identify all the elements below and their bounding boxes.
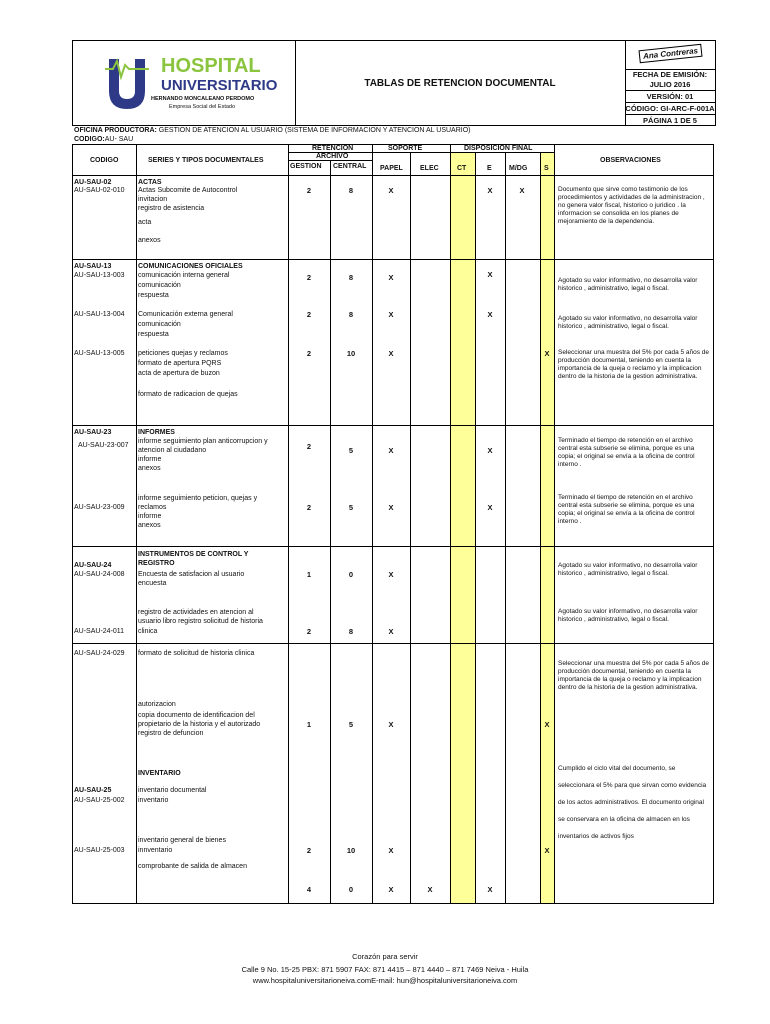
row-divider (72, 643, 714, 644)
codigo: CÓDIGO: GI-ARC-F-001A (625, 104, 715, 113)
papel-mark: X (388, 846, 394, 855)
oficina-label: OFICINA PRODUCTORA: (74, 127, 157, 134)
row-type: registro de defuncion (138, 730, 204, 737)
observacion: Agotado su valor informativo, no desarrolla valor historico , administrativo, legal o fiscal. (558, 277, 698, 292)
s-mark: X (544, 846, 550, 855)
logo-sub2: Empresa Social del Estado (169, 104, 236, 110)
logo-top-text: HOSPITAL (161, 55, 261, 77)
row-series: INFORMES (138, 429, 175, 436)
row-series: COMUNICACIONES OFICIALES (138, 263, 243, 270)
row-type: inventario documental (138, 787, 207, 794)
codigo-line (74, 135, 133, 144)
row-type: respuesta (138, 292, 169, 299)
codigo-value: AU- SAU (104, 136, 134, 143)
document-title: TABLAS DE RETENCION DOCUMENTAL (295, 41, 626, 125)
row-code: AU-SAU-23-009 (74, 504, 125, 511)
s-mark: X (544, 349, 550, 358)
col-observaciones: OBSERVACIONES (600, 157, 661, 164)
central-value: 10 (346, 349, 356, 358)
central-value: 0 (348, 570, 354, 579)
fecha-label: FECHA DE EMISIÓN: (625, 69, 715, 80)
pagina: PÁGINA 1 DE 5 (625, 114, 715, 126)
fecha-value: JULIO 2016 (649, 80, 691, 89)
row-type: usuario libro registro solicitud de historia (138, 618, 263, 625)
logo-sub1: HERNANDO MONCALEANO PERDOMO (151, 96, 255, 102)
col-s: S (544, 165, 549, 172)
col-divider (475, 152, 476, 904)
col-divider (136, 144, 137, 904)
gestion-value: 4 (306, 885, 312, 894)
papel-mark: X (388, 627, 394, 636)
observacion: Agotado su valor informativo, no desarrolla valor historico , administrativo, legal o fiscal. (558, 562, 698, 577)
oficina-value: GESTION DE ATENCION AL USUARIO (SISTEMA DE INFORMACION Y ATENCION AL USUARIO) (158, 127, 471, 134)
row-type: comunicación (138, 282, 181, 289)
col-divider (450, 144, 451, 904)
row-series: ACTAS (138, 179, 162, 186)
row-divider (72, 259, 714, 260)
row-code: AU-SAU-24-029 (74, 650, 125, 657)
row-code: AU-SAU-13-003 (74, 272, 125, 279)
col-e: E (487, 165, 492, 172)
papel-mark: X (388, 570, 394, 579)
codigo-label: CODIGO: (74, 136, 105, 143)
col-gestion: GESTION (290, 163, 322, 170)
row-type: propietario de la historia y el autorizado (138, 721, 261, 728)
logo-bottom-text: UNIVERSITARIO (161, 77, 278, 94)
hospital-logo (73, 41, 296, 125)
gestion-value: 2 (306, 310, 312, 319)
col-divider (410, 152, 411, 904)
row-type: anexos (138, 237, 161, 244)
row-type: registro de asistencia (138, 205, 205, 212)
row-type: comunicación (138, 321, 181, 328)
papel-mark: X (388, 885, 394, 894)
footer-address: Calle 9 No. 15-25 PBX: 871 5907 FAX: 871 4415 – 871 4440 – 871 7469 Neiva - Huila (241, 965, 529, 974)
papel-mark: X (388, 503, 394, 512)
row-type: clinica (138, 628, 158, 635)
e-mark: X (487, 503, 493, 512)
col-elec: ELEC (420, 165, 439, 172)
observacion: Agotado su valor informativo, no desarrolla valor historico , administrativo, legal o fiscal. (558, 315, 698, 330)
row-code-series: AU-SAU-23 (74, 429, 112, 436)
col-codigo: CODIGO (90, 157, 119, 164)
row-type: innventario (138, 847, 173, 854)
e-mark: X (487, 186, 493, 195)
s-mark: X (544, 720, 550, 729)
e-mark: X (487, 885, 493, 894)
e-mark: X (487, 310, 493, 319)
observacion: Agotado su valor informativo, no desarrolla valor historico , administrativo, legal o fiscal. (558, 608, 698, 623)
row-type: Comunicación externa general (138, 311, 233, 318)
col-divider (330, 160, 331, 904)
col-papel: PAPEL (380, 165, 403, 172)
row-code: AU-SAU-13-005 (74, 350, 125, 357)
observacion: Terminado el tiempo de retención en el archivo central esta subserie se elimina, porque es una copia; el original se envía a la oficina de control interno . (558, 494, 695, 525)
footer-contact: www.hospitaluniversitarioneiva.comE-mail: hun@hospitaluniversitarioneiva.com (252, 976, 518, 985)
col-mdg: M/DG (509, 165, 528, 172)
row-code-series: AU-SAU-25 (74, 787, 112, 794)
row-type: Actas Subcomite de Autocontrol (138, 187, 238, 194)
col-divider (540, 152, 541, 904)
row-type: respuesta (138, 331, 169, 338)
papel-mark: X (388, 720, 394, 729)
row-type: registro de actividades en atencion al (138, 609, 254, 616)
papel-mark: X (388, 273, 394, 282)
gestion-value: 1 (306, 570, 312, 579)
document-header (72, 40, 716, 126)
papel-mark: X (388, 446, 394, 455)
central-value: 0 (348, 885, 354, 894)
row-type: anexos (138, 522, 161, 529)
row-code: AU-SAU-23-007 (78, 442, 129, 449)
row-code: AU-SAU-25-002 (74, 797, 125, 804)
central-value: 8 (348, 273, 354, 282)
col-retencion: RETENCION (312, 145, 354, 152)
papel-mark: X (388, 186, 394, 195)
row-series: INVENTARIO (138, 770, 181, 777)
row-type: anexos (138, 465, 161, 472)
col-divider (505, 152, 506, 904)
row-code-series: AU-SAU-02 (74, 179, 112, 186)
row-type: formato de radicacion de quejas (138, 391, 238, 398)
row-code: AU-SAU-24-008 (74, 571, 125, 578)
row-type: formato de apertura PQRS (138, 360, 222, 367)
e-mark: X (487, 270, 493, 279)
row-type: informe (138, 456, 162, 463)
gestion-value: 2 (306, 627, 312, 636)
row-type: peticiones quejas y reclamos (138, 350, 228, 357)
central-value: 8 (348, 186, 354, 195)
central-value: 5 (348, 446, 354, 455)
footer-slogan: Corazón para servir (352, 952, 418, 961)
papel-mark: X (388, 310, 394, 319)
row-type: inventario general de bienes (138, 837, 226, 844)
header-divider (72, 175, 714, 176)
elec-mark: X (427, 885, 433, 894)
version: VERSIÓN: 01 (625, 90, 715, 102)
row-series: INSTRUMENTOS DE CONTROL Y REGISTRO (138, 551, 249, 567)
col-series: SERIES Y TIPOS DOCUMENTALES (148, 157, 264, 164)
row-type: autorizacion (138, 701, 176, 708)
oficina-line (74, 126, 470, 135)
col-divider (554, 144, 555, 904)
observacion: Documento que sirve como testimonio de los procedimientos y actividades de la administracion , no genera valor fiscal, historico o juridico . la informacion se consolida en los planes de mejoramiento de la dependencia. (558, 186, 705, 225)
gestion-value: 2 (306, 503, 312, 512)
row-code-series: AU-SAU-24 (74, 562, 112, 569)
row-type: reclamos (138, 504, 167, 511)
col-central: CENTRAL (333, 163, 367, 170)
col-divider (288, 144, 289, 904)
row-type: formato de solicitud de historia clinica (138, 650, 255, 657)
row-type: acta (138, 219, 152, 226)
row-code-series: AU-SAU-13 (74, 263, 112, 270)
e-mark: X (487, 446, 493, 455)
row-code: AU-SAU-13-004 (74, 311, 125, 318)
gestion-value: 1 (306, 720, 312, 729)
col-soporte: SOPORTE (388, 145, 423, 152)
row-type: informe seguimiento peticion, quejas y (138, 495, 258, 502)
row-type: invitacion (138, 196, 168, 203)
row-code: AU-SAU-25-003 (74, 847, 125, 854)
central-value: 8 (348, 310, 354, 319)
row-type: inventario (138, 797, 169, 804)
central-value: 8 (348, 627, 354, 636)
observacion: Seleccionar una muestra del 5% por cada 5 años de producción documental, teniendo en cuenta la importancia de la queja o reclamo y la implicacion dentro de la historia de la gestion administrativa. (558, 349, 710, 380)
gestion-value: 2 (306, 349, 312, 358)
central-value: 5 (348, 720, 354, 729)
row-type: Encuesta de satisfacion al usuario (138, 571, 245, 578)
signature-stamp (625, 41, 715, 69)
document-meta (625, 41, 715, 125)
row-type: atencion al ciudadano (138, 447, 207, 454)
observacion: Cumplido el ciclo vital del documento, se seleccionara el 5% para que sirvan como evidencia de los actos administrativos. El documento original se conservara en la oficina de almacen en los inventarios de activos fijos (558, 765, 707, 840)
mdg-mark: X (519, 186, 525, 195)
gestion-value: 2 (306, 846, 312, 855)
observacion: Seleccionar una muestra del 5% por cada 5 años de producción documental, teniendo en cuenta la importancia de la queja o reclamo y la implicacion dentro de la historia de la gestion administrativa. (558, 660, 710, 691)
papel-mark: X (388, 349, 394, 358)
col-disposicion: DISPOSICION FINAL (464, 145, 533, 152)
row-divider (72, 425, 714, 426)
row-code: AU-SAU-02-010 (74, 187, 125, 194)
observacion: Terminado el tiempo de retención en el archivo central esta subserie se elimina, porque es una copia; el original se envía a la oficina de control interno . (558, 437, 695, 468)
row-type: comprobante de salida de almacen (138, 863, 247, 870)
row-type: acta de apertura de buzon (138, 370, 220, 377)
row-type: informe (138, 513, 162, 520)
col-divider (372, 144, 373, 904)
row-divider (72, 546, 714, 547)
central-value: 10 (346, 846, 356, 855)
gestion-value: 2 (306, 273, 312, 282)
row-type: informe seguimiento plan anticorrupcion y (138, 438, 268, 445)
row-type: encuesta (138, 580, 167, 587)
gestion-value: 2 (306, 186, 312, 195)
row-type: comunicación interna general (138, 272, 230, 279)
gestion-value: 2 (306, 442, 312, 451)
col-archivo: ARCHIVO (316, 153, 349, 160)
row-type: copia documento de identificacion del (138, 712, 255, 719)
col-ct: CT (457, 165, 467, 172)
stamp-text: Ana Contreras (638, 44, 702, 64)
central-value: 5 (348, 503, 354, 512)
row-code: AU-SAU-24-011 (74, 628, 125, 635)
